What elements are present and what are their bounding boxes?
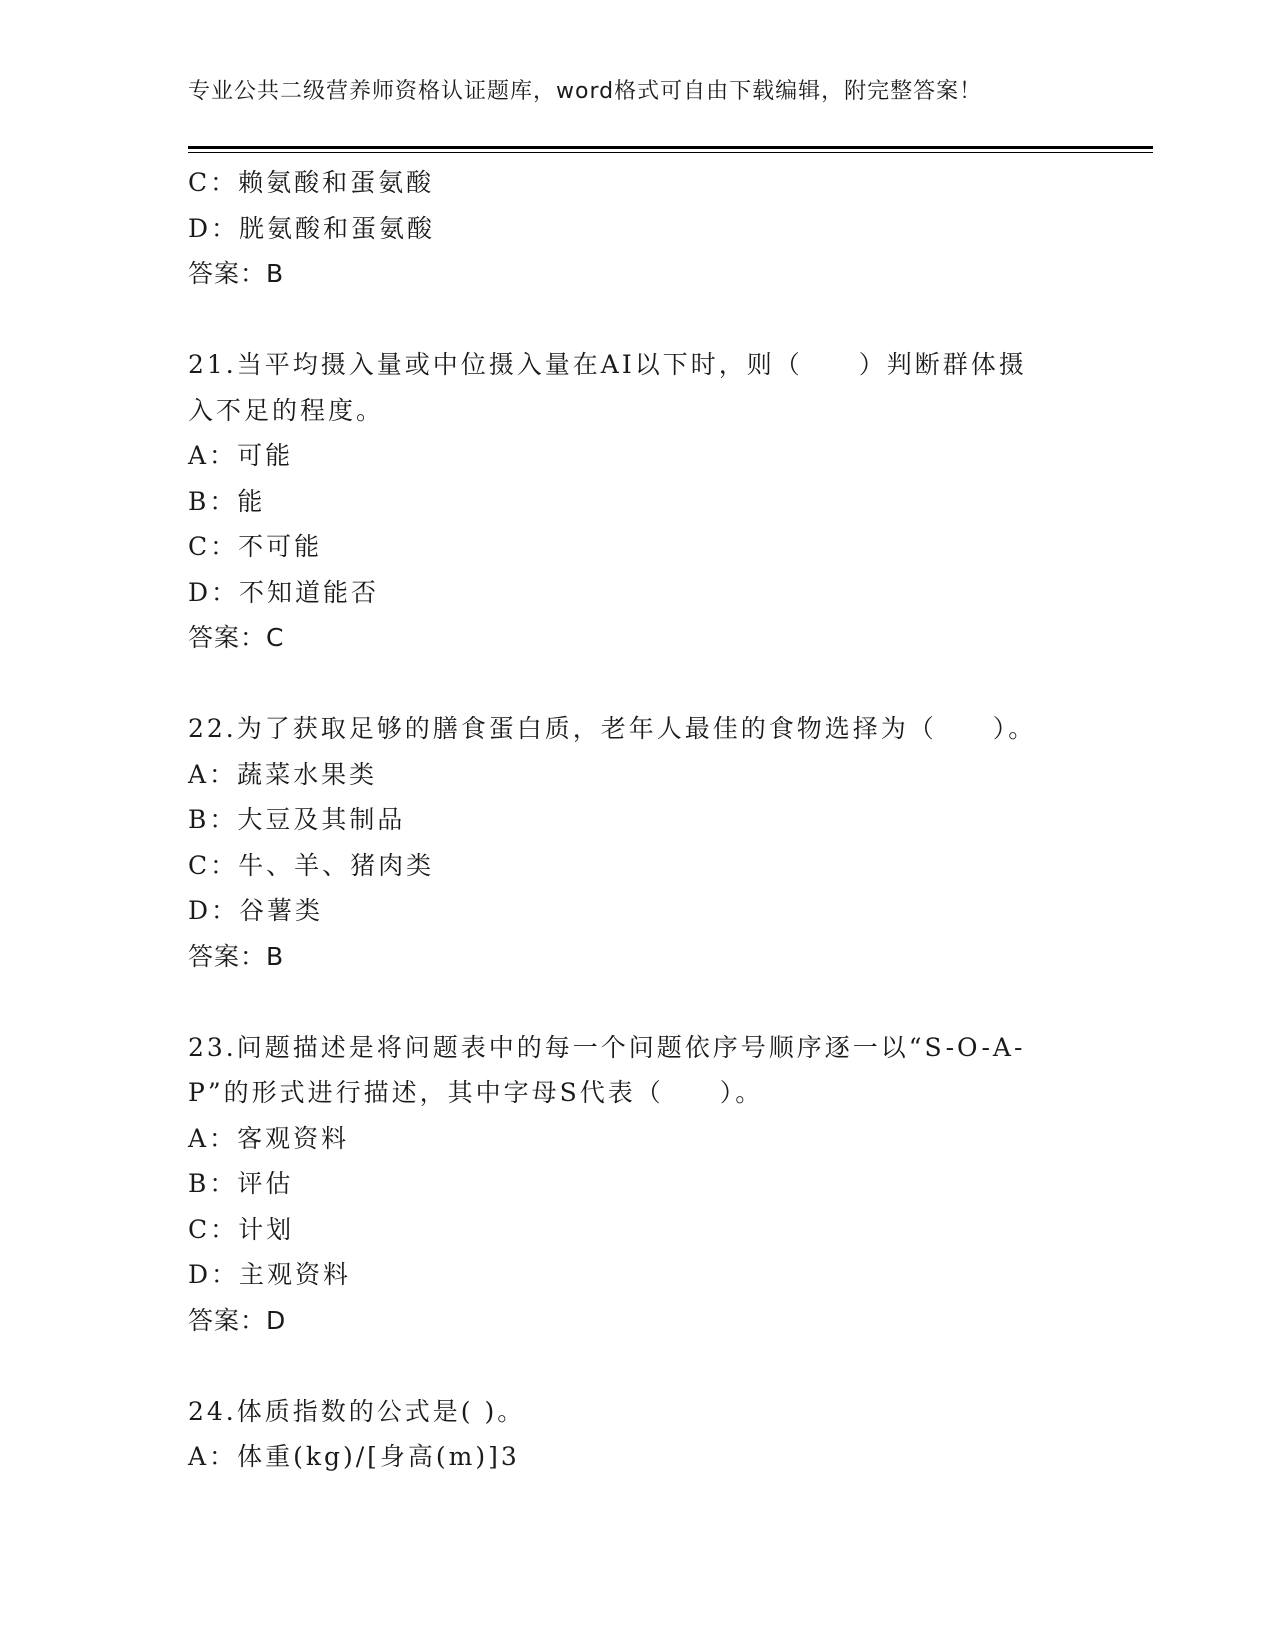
question-22: [188, 706, 1088, 1025]
question-stem: 23.问题描述是将问题表中的每一个问题依序号顺序逐一以“S-O-A-: [188, 1032, 1026, 1062]
option-b: B：评估: [188, 1169, 294, 1198]
option-a: A：体重(kg)/[身高(m)]3: [188, 1442, 520, 1471]
question-24: [188, 1389, 1088, 1480]
question-content: [188, 160, 1088, 1480]
question-stem: 入不足的程度。: [188, 395, 385, 425]
option-c: C：牛、羊、猪肉类: [188, 850, 435, 880]
answer: 答案：C: [188, 623, 285, 652]
option-a: A：蔬菜水果类: [188, 759, 378, 789]
question-stem: 24.体质指数的公式是( )。: [188, 1396, 526, 1426]
question-stem: 21.当平均摄入量或中位摄入量在AI以下时，则（ ）判断群体摄: [188, 350, 1027, 379]
prev-question: [188, 160, 1088, 342]
header-rule-thick: [188, 146, 1153, 149]
option-a: A：客观资料: [188, 1123, 350, 1153]
option-d: D：胱氨酸和蛋氨酸: [188, 213, 436, 243]
answer: 答案：B: [188, 259, 285, 288]
answer: 答案：B: [188, 941, 285, 971]
question-stem: P”的形式进行描述，其中字母S代表（ ）。: [188, 1078, 764, 1107]
option-b: B：能: [188, 486, 266, 516]
question-stem: 22.为了获取足够的膳食蛋白质，老年人最佳的食物选择为（ ）。: [188, 714, 1037, 743]
answer: 答案：D: [188, 1305, 287, 1335]
header-rule-thin: [188, 152, 1153, 153]
option-d: D：主观资料: [188, 1260, 352, 1289]
option-a: A：可能: [188, 441, 294, 470]
option-c: C：不可能: [188, 532, 323, 561]
question-23: [188, 1025, 1088, 1389]
option-d: D：谷薯类: [188, 896, 324, 925]
option-c: C：赖氨酸和蛋氨酸: [188, 168, 435, 197]
option-c: C：计划: [188, 1214, 295, 1244]
question-21: [188, 342, 1088, 706]
page-header: 专业公共二级营养师资格认证题库，word格式可自由下载编辑，附完整答案！: [188, 79, 983, 104]
option-d: D：不知道能否: [188, 577, 380, 607]
option-b: B：大豆及其制品: [188, 805, 406, 834]
